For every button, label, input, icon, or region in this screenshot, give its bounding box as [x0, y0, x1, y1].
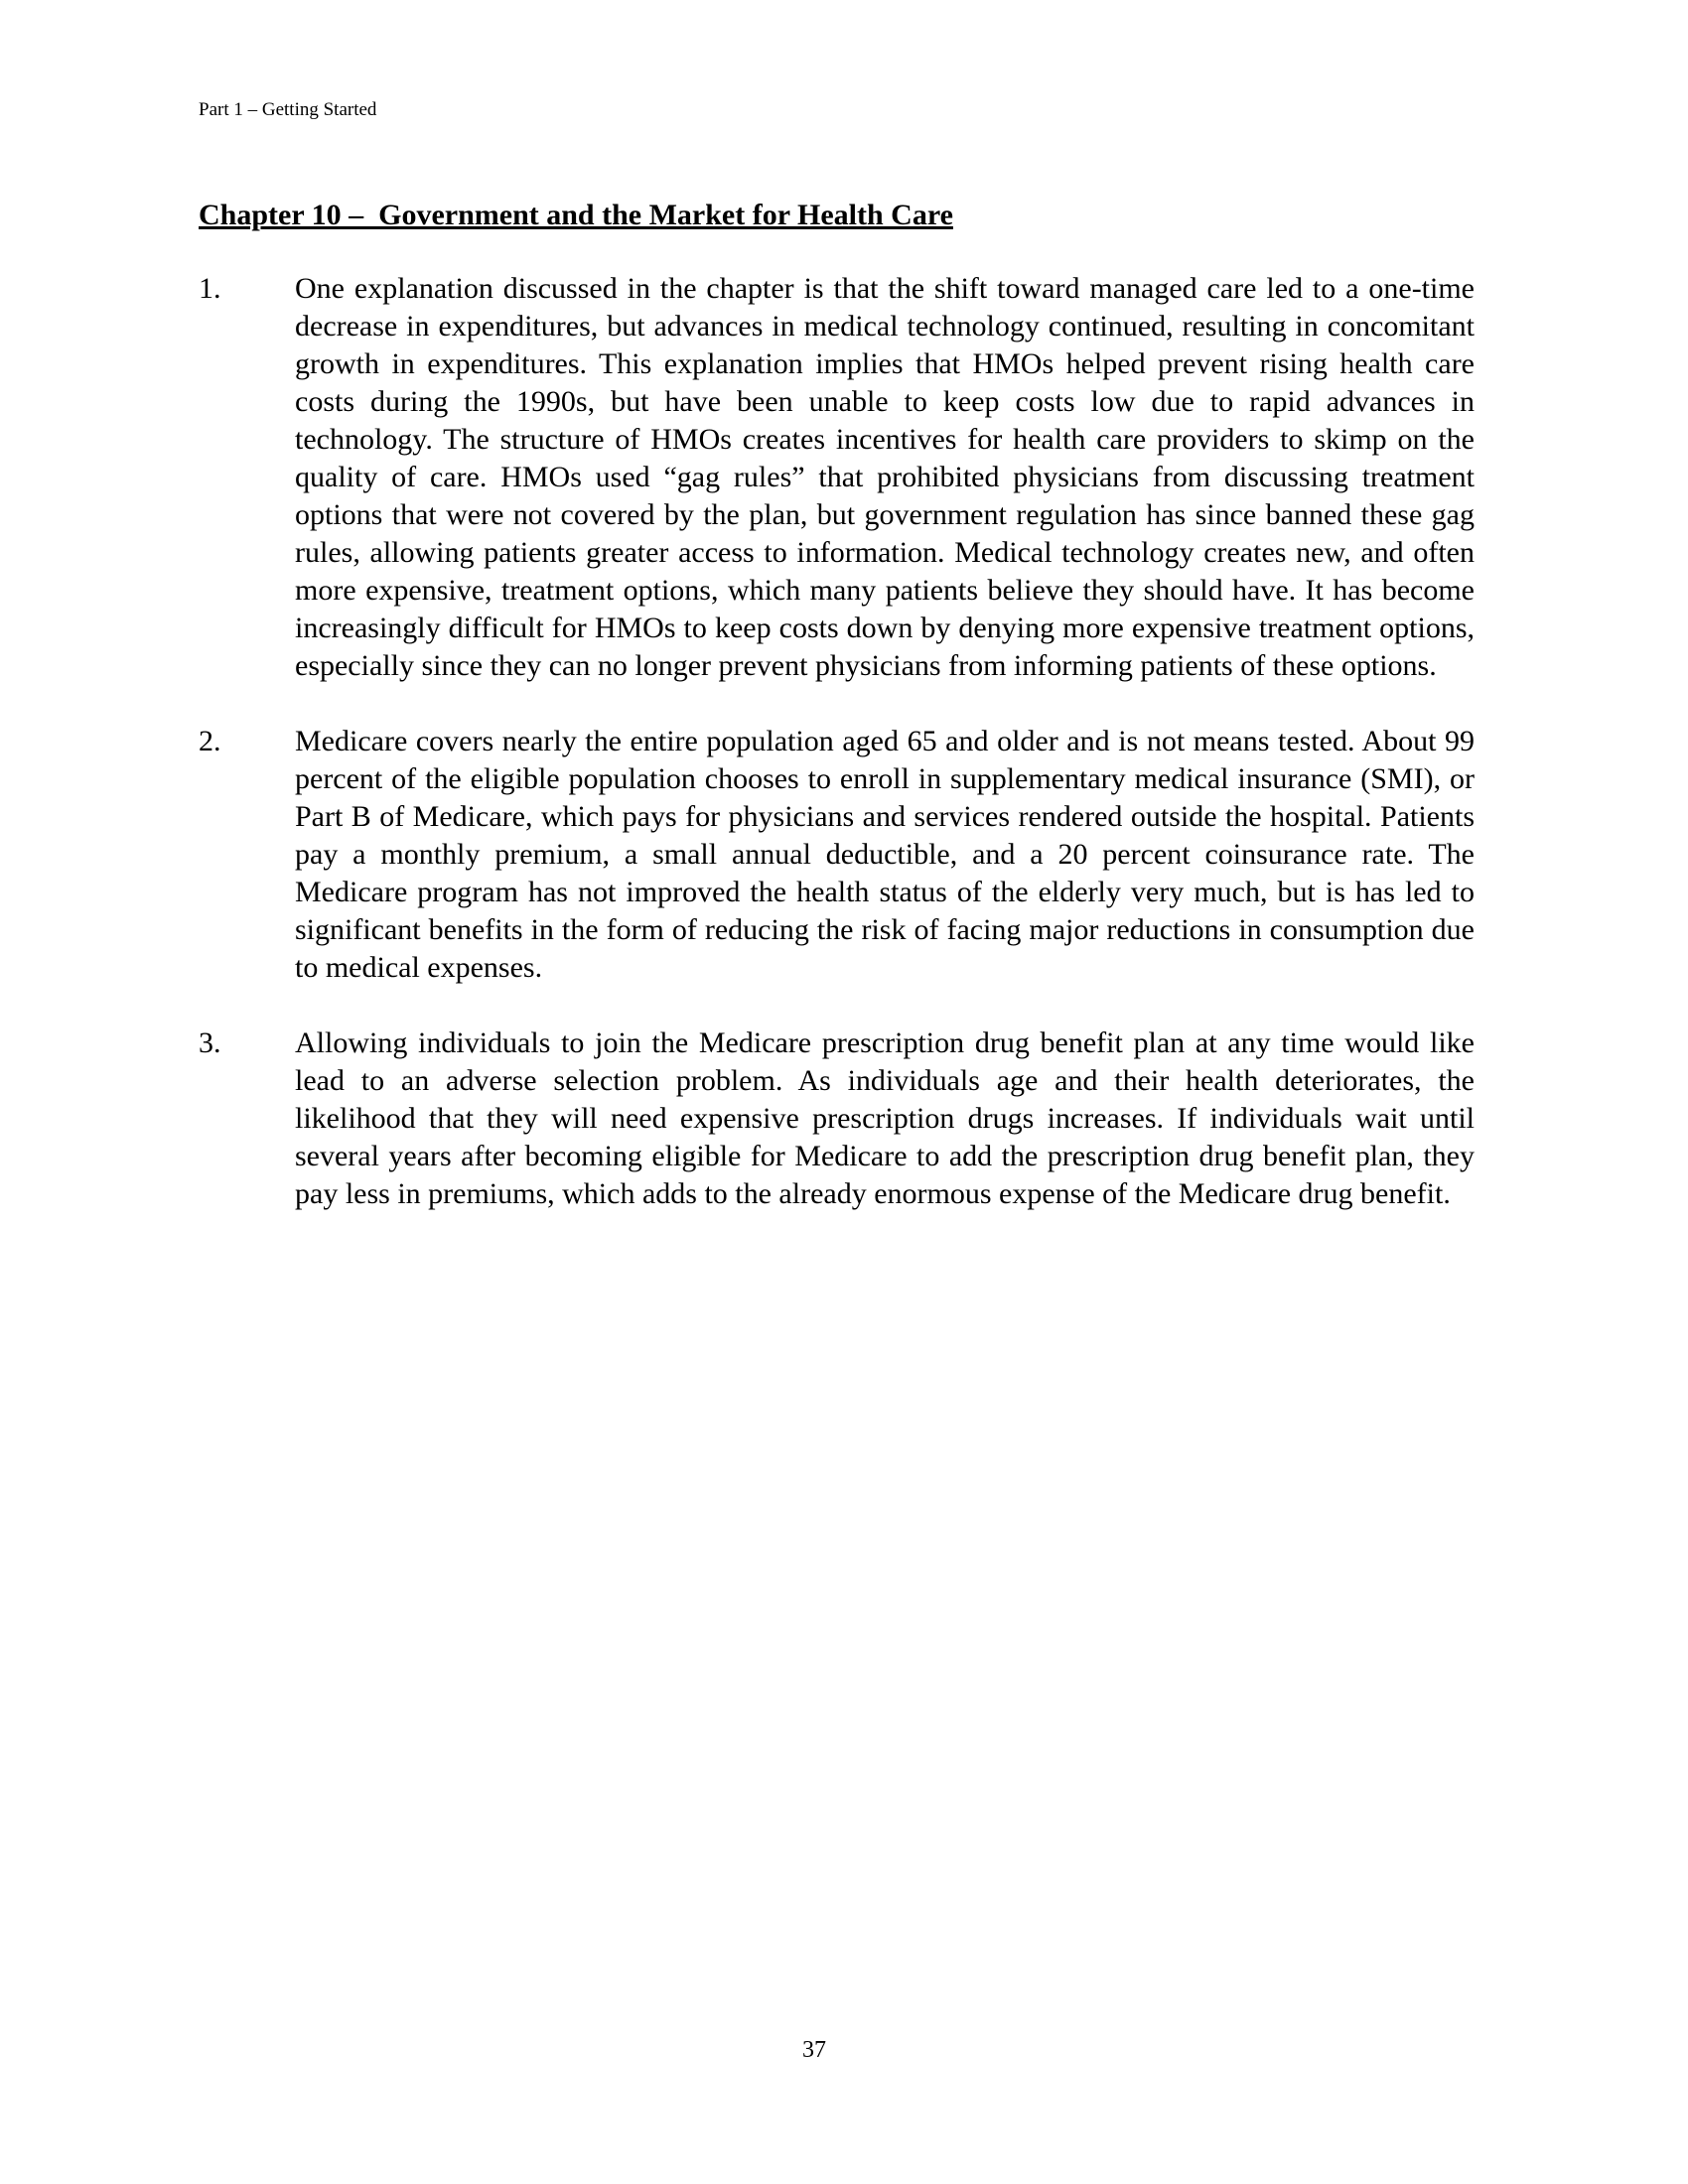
item-text: Allowing individuals to join the Medicare prescription drug benefit plan at any time would like lead to an adverse selection problem. As individuals age and their health deteriorates, the likelihood that they will need expensive prescription drugs increases. If individuals wait until several years after becoming eligible for Medicare to add the prescription drug benefit plan, they pay less in premiums, which adds to the already enormous expense of the Medicare drug benefit.	[295, 1026, 1475, 1210]
answer-item	[199, 270, 1475, 685]
item-text: One explanation discussed in the chapter is that the shift toward managed care led to a one-time decrease in expenditures, but advances in medical technology continued, resulting in concomitant growth in expenditures. This explanation implies that HMOs helped prevent rising health care costs during the 1990s, but have been unable to keep costs low due to rapid advances in technology. The structure of HMOs creates incentives for health care providers to skimp on the quality of care. HMOs used “gag rules” that prohibited physicians from discussing treatment options that were not covered by the plan, but government regulation has since banned these gag rules, allowing patients greater access to information. Medical technology creates new, and often more expensive, treatment options, which many patients believe they should have. It has become increasingly difficult for HMOs to keep costs down by denying more expensive treatment options, especially since they can no longer prevent physicians from informing patients of these options.	[295, 272, 1475, 682]
item-number: 2.	[199, 725, 221, 757]
answer-item	[199, 1024, 1475, 1213]
answer-list	[199, 270, 1475, 1251]
item-number: 1.	[199, 272, 221, 305]
item-text: Medicare covers nearly the entire population aged 65 and older and is not means tested. About 99 percent of the eligible population chooses to enroll in supplementary medical insurance (SMI), or Part B of Medicare, which pays for physicians and services rendered outside the hospital. Patients pay a monthly premium, a small annual deductible, and a 20 percent coinsurance rate. The Medicare program has not improved the health status of the elderly very much, but is has led to significant benefits in the form of reducing the risk of facing major reductions in consumption due to medical expenses.	[295, 725, 1475, 984]
chapter-title: Chapter 10 – Government and the Market for Health Care	[199, 199, 953, 231]
item-number: 3.	[199, 1026, 221, 1059]
answer-item	[199, 723, 1475, 987]
page-number: 37	[802, 2037, 826, 2063]
running-header: Part 1 – Getting Started	[199, 99, 377, 120]
